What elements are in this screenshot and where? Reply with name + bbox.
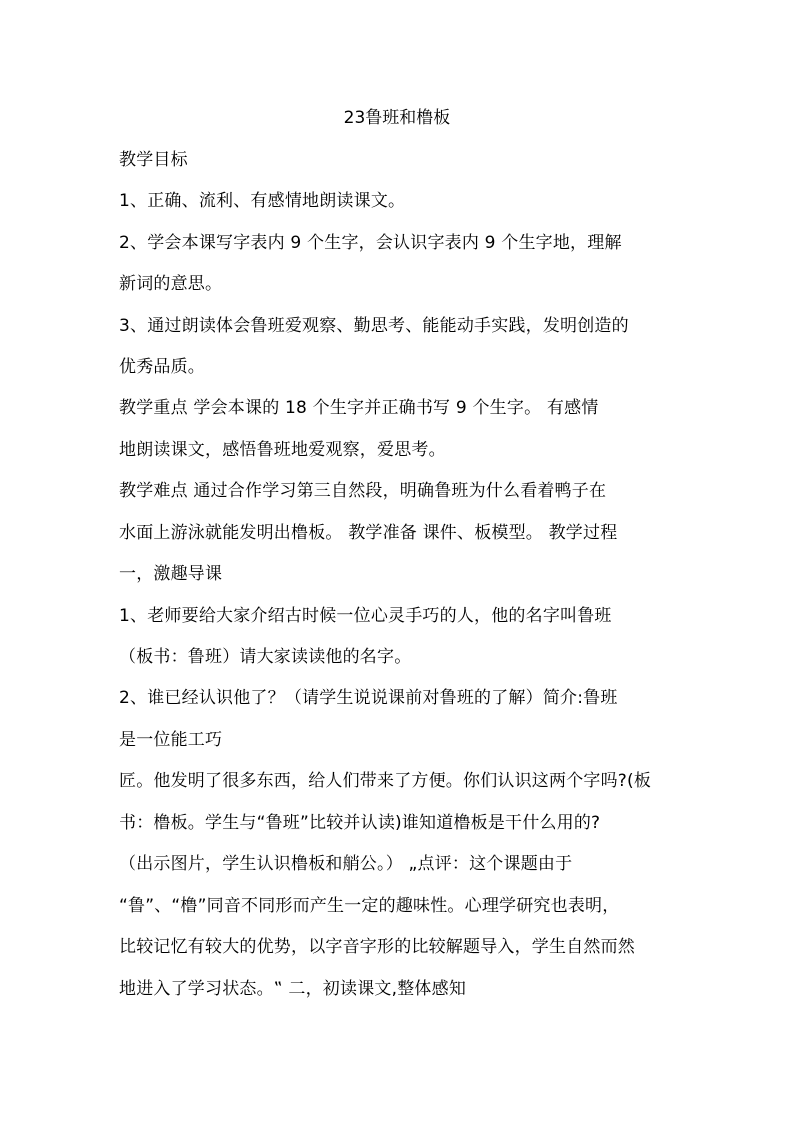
text-line: 优秀品质。 [119,357,205,377]
text-line: “鲁”、“橹”同音不同形而产生一定的趣味性。心理学研究也表明， [119,896,620,916]
text-line: 比较记忆有较大的优势，以字音字形的比较解题导入，学生自然而然 [119,937,635,957]
text-line: 1、老师要给大家介绍古时候一位心灵手巧的人，他的名字叫鲁班 [119,606,612,626]
text-line: 书：橹板。学生与“鲁班”比较并认读)谁知道橹板是干什么用的? [119,813,601,833]
text-line: 地进入了学习状态。‟ 二，初读课文,整体感知 [119,979,467,999]
document-title: 23鲁班和橹板 [343,108,451,128]
text-line: 教学目标 [119,150,188,170]
text-line: 是一位能工巧 [119,730,223,750]
text-line: 水面上游泳就能发明出橹板。 教学准备 课件、板模型。 教学过程 [119,523,618,543]
text-line: 新词的意思。 [119,274,223,294]
text-line: 1、正确、流利、有感情地朗读课文。 [119,191,406,211]
text-line: 3、通过朗读体会鲁班爱观察、勤思考、能能动手实践，发明创造的 [119,316,629,336]
text-line: 教学难点 通过合作学习第三自然段，明确鲁班为什么看着鸭子在 [119,481,607,501]
text-line: 地朗读课文，感悟鲁班地爱观察，爱思考。 [119,440,446,460]
text-line: 一，激趣导课 [119,564,223,584]
text-line: 匠。他发明了很多东西，给人们带来了方便。你们认识这两个字吗?(板 [119,771,652,791]
text-line: 2、学会本课写字表内 9 个生字，会认识字表内 9 个生字地，理解 [119,233,622,253]
text-line: 教学重点 学会本课的 18 个生字并正确书写 9 个生字。 有感情 [119,398,599,418]
text-line: 2、谁已经认识他了？（请学生说说课前对鲁班的了解）简介:鲁班 [119,688,618,708]
text-line: （出示图片，学生认识橹板和艄公。） „点评：这个课题由于 [119,854,573,874]
text-line: （板书：鲁班）请大家读读他的名字。 [119,647,412,667]
